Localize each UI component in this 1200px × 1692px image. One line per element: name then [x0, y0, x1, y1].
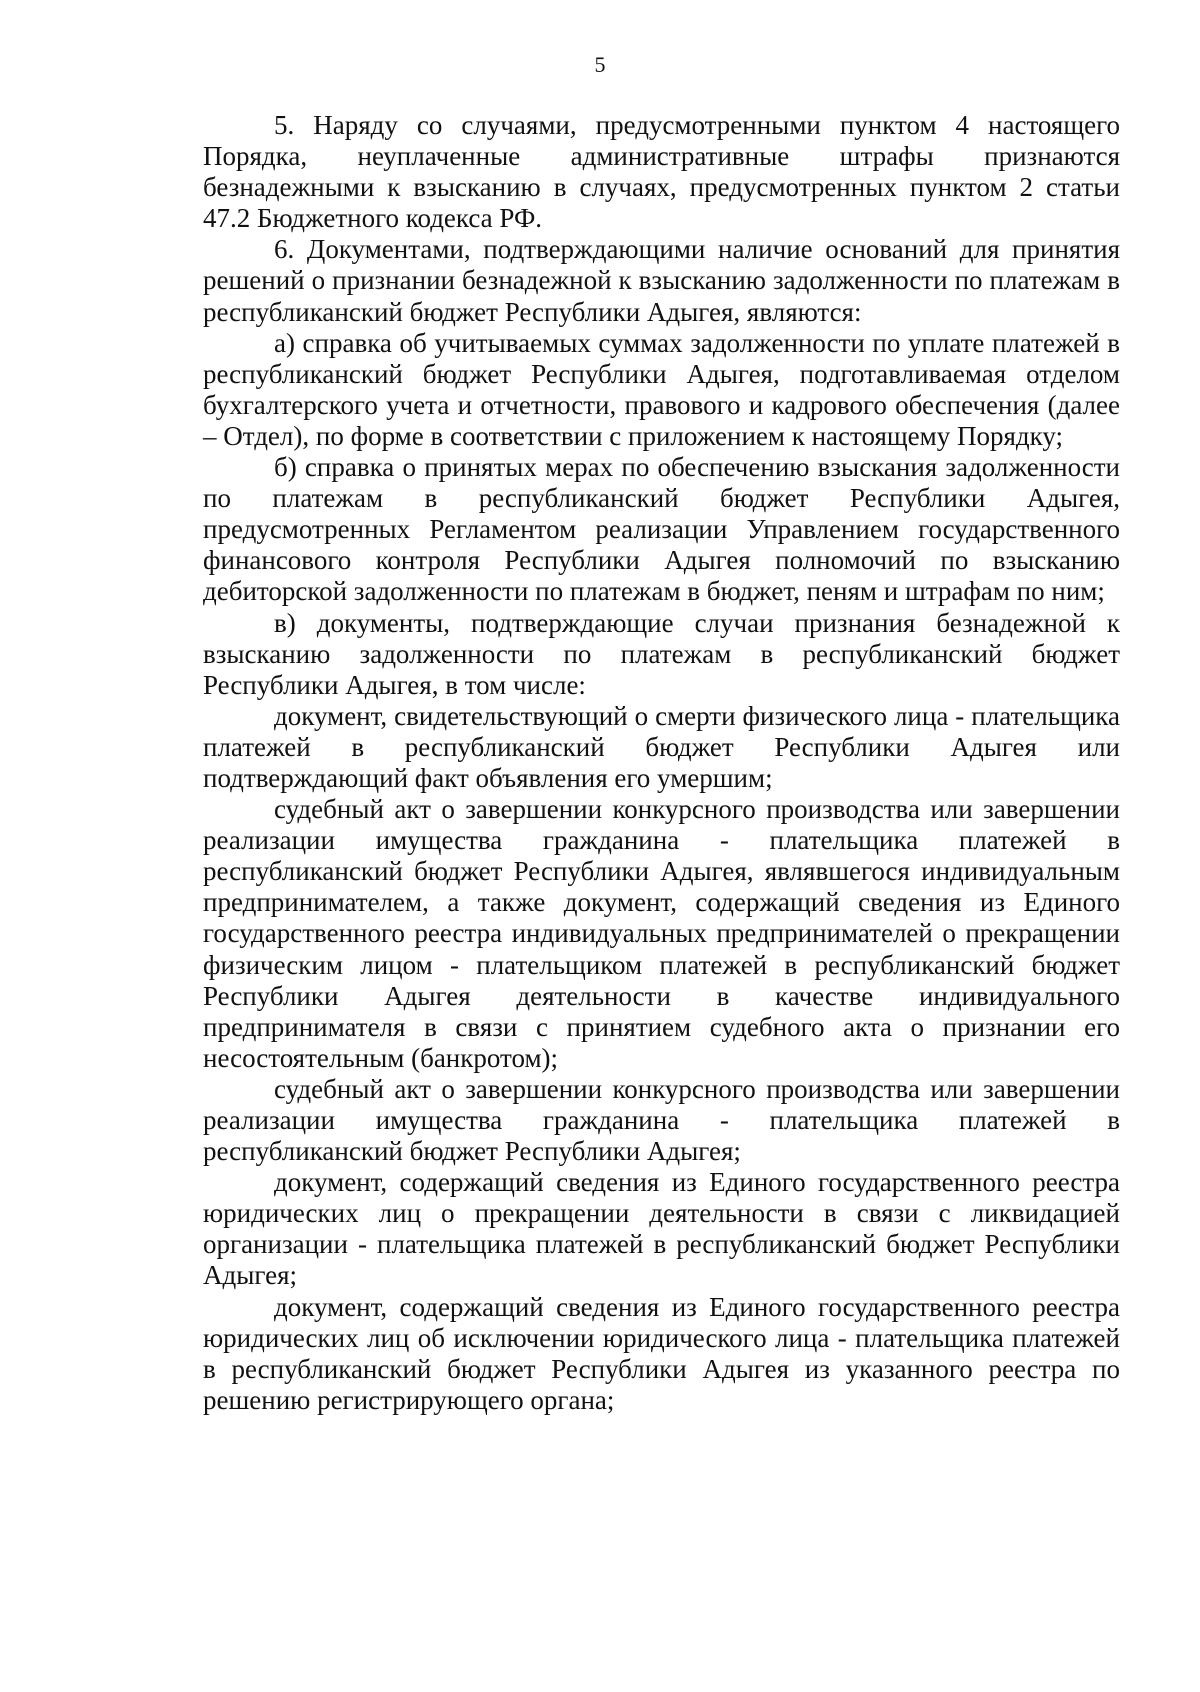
sub-item-bankruptcy-entrepreneur: судебный акт о завершении конкурсного производства или завершении реализации имущества гражданина - плательщика платежей в республиканский бюджет Республики Адыгея, являвшегося индивидуальным предпринимателем, а также документ, содержащий сведения из Единого государственного реестра индивидуальных предпринимателей о прекращении физическим лицом - плательщиком платежей в республиканский бюджет Республики Адыгея деятельности в качестве индивидуального предпринимателя в связи с принятием судебного акта о признании его несостоятельным (банкротом);	[203, 794, 1120, 1073]
page-number: 5	[594, 52, 606, 77]
sub-item-liquidation: документ, содержащий сведения из Единого государственного реестра юридических лиц о прекращении деятельности в связи с ликвидацией организации - плательщика платежей в республиканский бюджет Республики Адыгея;	[203, 1167, 1120, 1291]
sub-item-bankruptcy-citizen: судебный акт о завершении конкурсного производства или завершении реализации имущества гражданина - плательщика платежей в республиканский бюджет Республики Адыгея;	[203, 1073, 1120, 1167]
list-item-a-debt-certificate: а) справка об учитываемых суммах задолженности по уплате платежей в республиканский бюджет Республики Адыгея, подготавливаемая отделом бухгалтерского учета и отчетности, правового и кадрового обеспечения (далее – Отдел), по форме в соответствии с приложением к настоящему Порядку;	[203, 327, 1120, 451]
paragraph-6-supporting-documents: 6. Документами, подтверждающими наличие оснований для принятия решений о признании безнадежной к взысканию задолженности по платежам в республиканский бюджет Республики Адыгея, являются:	[203, 234, 1120, 327]
paragraph-5-writeoff-fines: 5. Наряду со случаями, предусмотренными пунктом 4 настоящего Порядка, неуплаченные административные штрафы признаются безнадежными к взысканию в случаях, предусмотренных пунктом 2 статьи 47.2 Бюджетного кодекса РФ.	[203, 110, 1120, 234]
list-item-c-confirming-documents: в) документы, подтверждающие случаи признания безнадежной к взысканию задолженности по платежам в республиканский бюджет Республики Адыгея, в том числе:	[203, 607, 1120, 700]
document-body	[203, 110, 1120, 1416]
sub-item-death-document: документ, свидетельствующий о смерти физического лица - плательщика платежей в республиканский бюджет Республики Адыгея или подтверждающий факт объявления его умершим;	[203, 700, 1120, 793]
list-item-b-collection-measures: б) справка о принятых мерах по обеспечению взыскания задолженности по платежам в республиканский бюджет Республики Адыгея, предусмотренных Регламентом реализации Управлением государственного финансового контроля Республики Адыгея полномочий по взысканию дебиторской задолженности по платежам в бюджет, пеням и штрафам по ним;	[203, 452, 1120, 607]
sub-item-exclusion-from-register: документ, содержащий сведения из Единого государственного реестра юридических лиц об исключении юридического лица - плательщика платежей в республиканский бюджет Республики Адыгея из указанного реестра по решению регистрирующего органа;	[203, 1291, 1120, 1415]
